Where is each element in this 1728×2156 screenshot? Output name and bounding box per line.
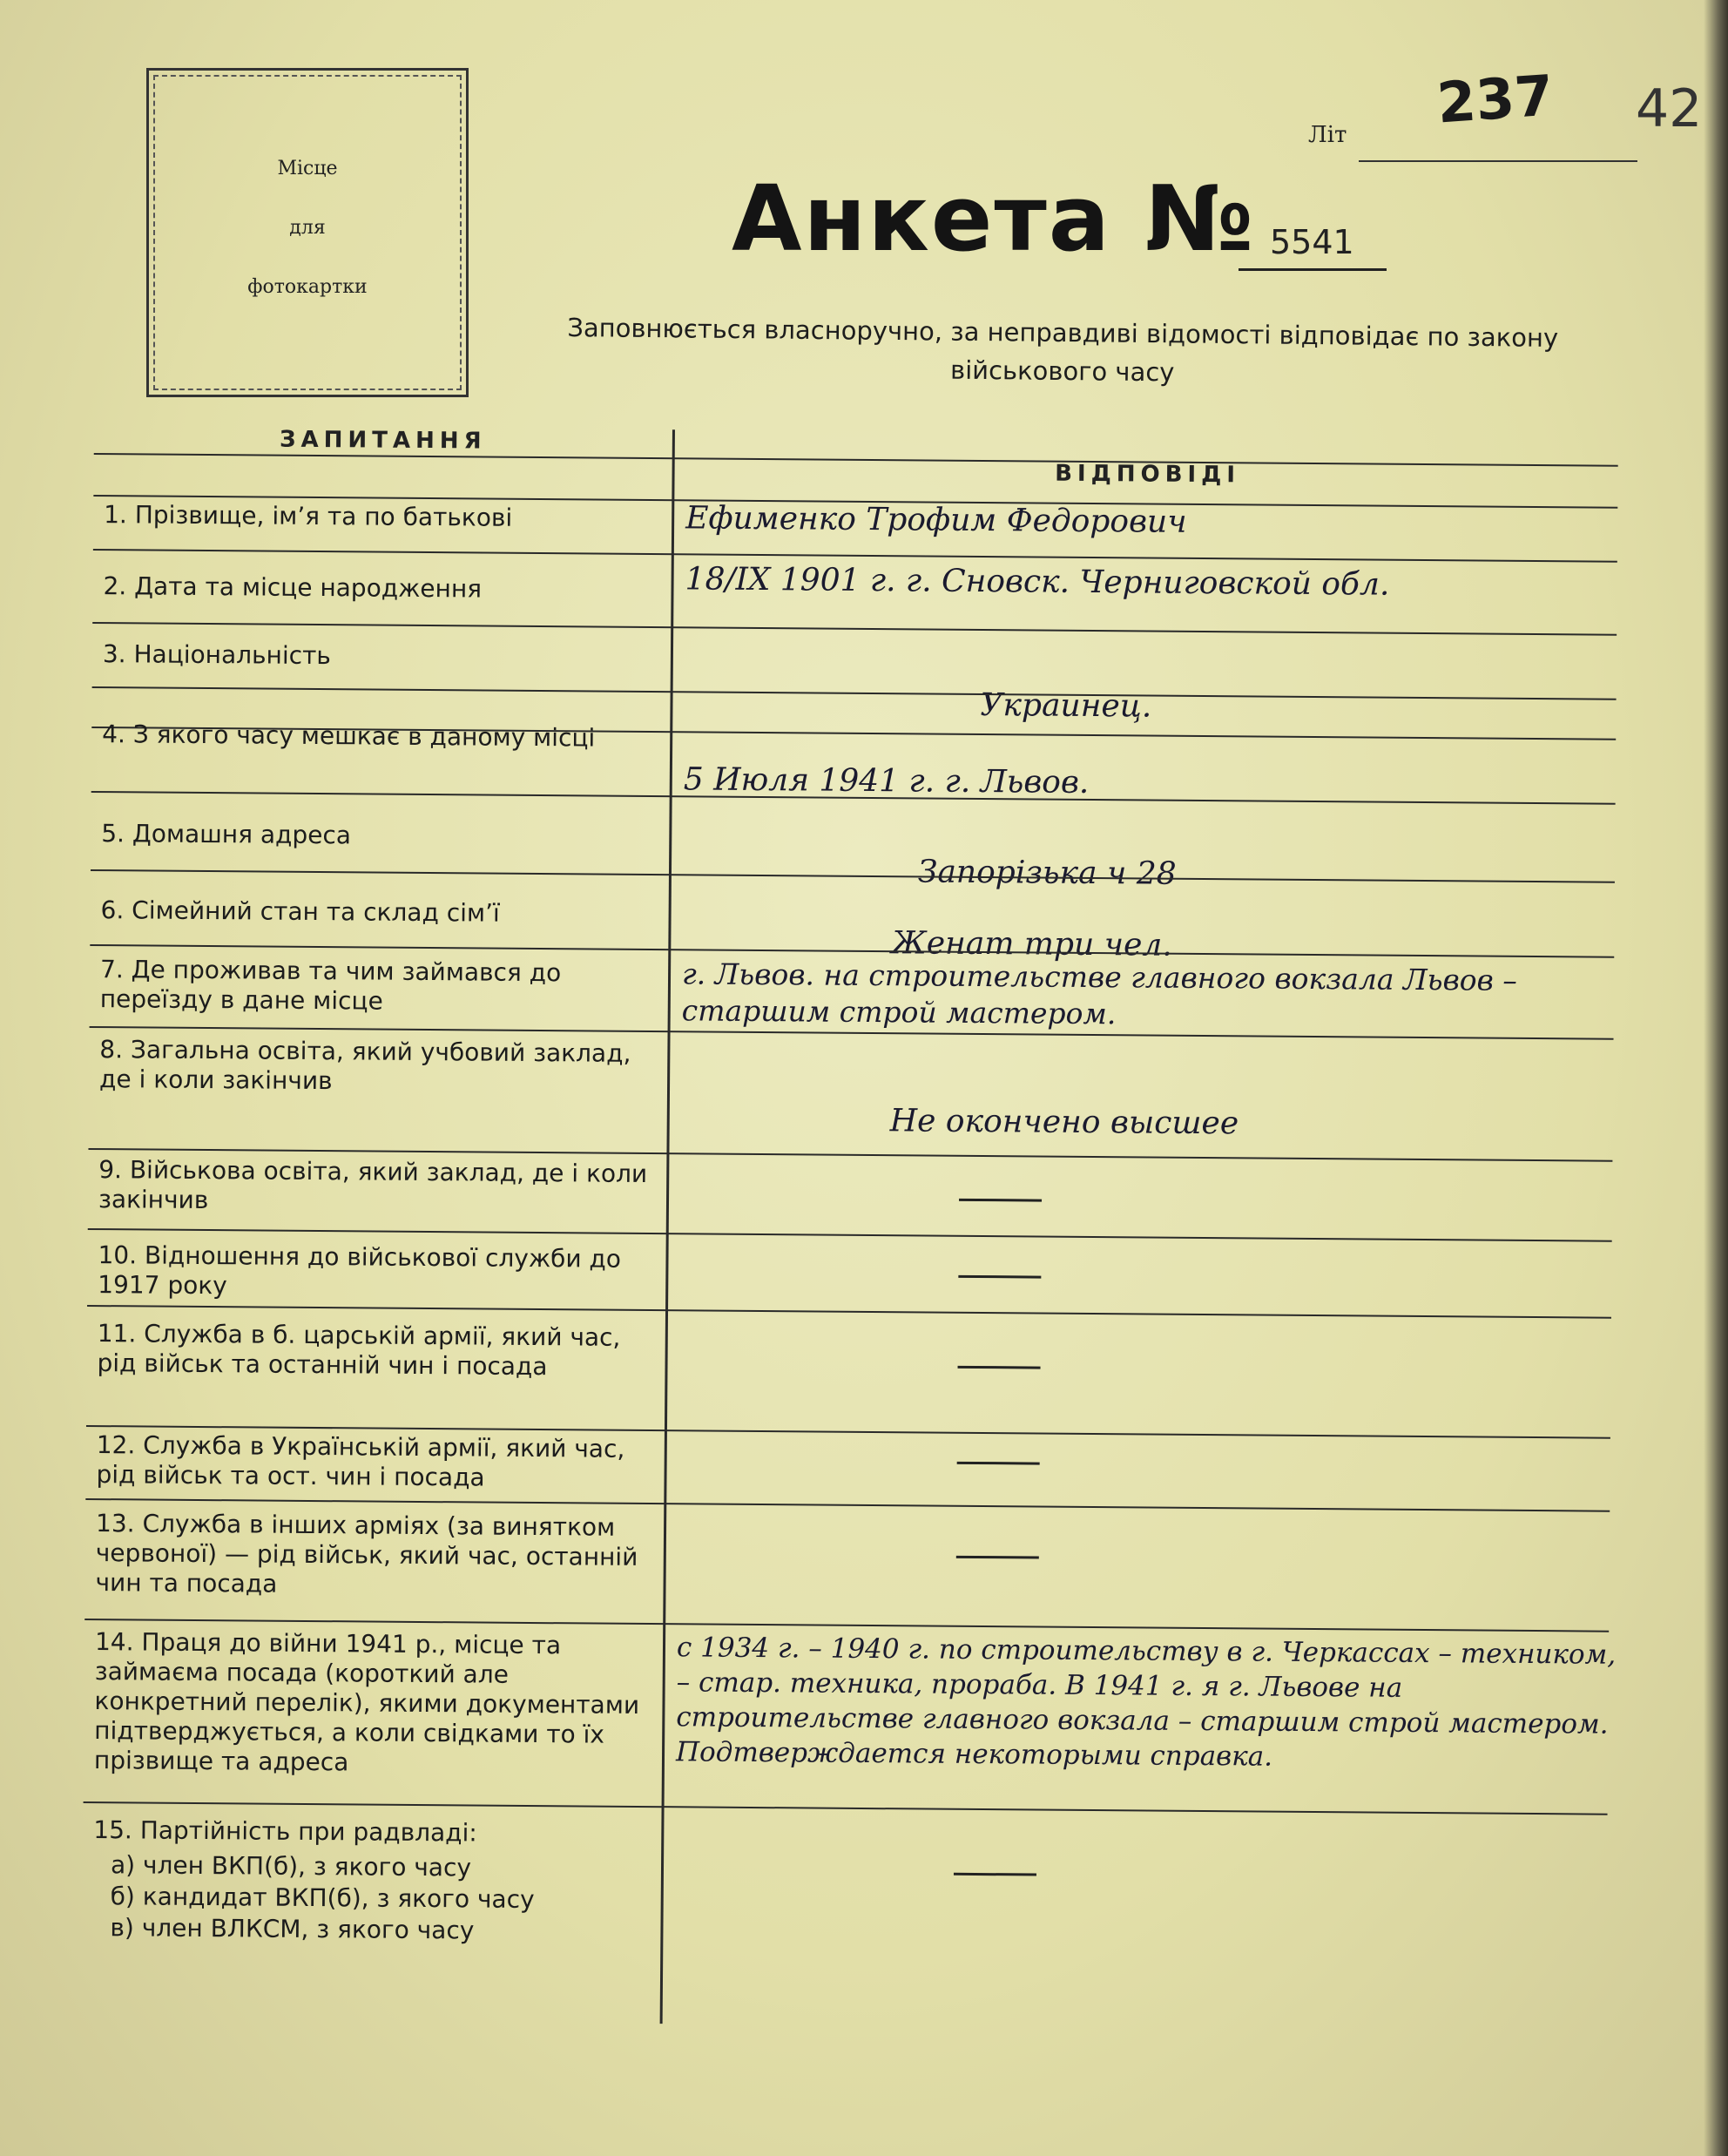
question-5: 5. Домашня адреса xyxy=(101,819,352,850)
row-divider xyxy=(87,1305,1611,1319)
page-number: 42 xyxy=(1636,78,1703,139)
lit-number: 237 xyxy=(1434,64,1556,137)
question-6: 6. Сімейний стан та склад сім’ї xyxy=(100,896,500,928)
photo-label-line3: фотокартки xyxy=(247,276,368,298)
form-subtitle: Заповнюється власноручно, за неправдиві відомості відповідає по закону військового часу xyxy=(567,313,1559,388)
question-1: 1. Прізвище, ім’я та по батькові xyxy=(104,500,513,532)
header-questions: ЗАПИТАННЯ xyxy=(279,426,487,455)
question-15-b: б) кандидат ВКП(б), з якого часу xyxy=(110,1882,535,1915)
answer-9-dash xyxy=(959,1199,1042,1202)
answer-13-dash xyxy=(956,1556,1039,1559)
row-divider xyxy=(88,1228,1612,1242)
answer-7: г. Львов. на строительстве главного вокзала Львов – старшим строй мастером. xyxy=(681,956,1517,1031)
row-divider xyxy=(92,622,1617,636)
question-11: 11. Служба в б. царській армії, який час, рід військ та останній чин і посада xyxy=(97,1319,621,1382)
header-answers: ВІДПОВІДІ xyxy=(1055,460,1241,489)
question-3: 3. Національність xyxy=(102,639,332,671)
question-13: 13. Служба в інших арміях (за винятком червоної) — рід військ, який час, останній чин та посада xyxy=(95,1509,638,1598)
answer-14: с 1934 г. – 1940 г. по строительству в г. Черкассах – техником, – стар. техника, прораба. В 1941 г. я г. Львове на строительстве главного вокзала – старшим строй мастером. Подтверждается некоторыми справка. xyxy=(675,1632,1617,1773)
row-divider xyxy=(84,1801,1608,1815)
question-15-c: в) член ВЛКСМ, з якого часу xyxy=(110,1913,475,1945)
photo-label-line1: Місце xyxy=(277,158,338,179)
page-edge-shadow xyxy=(1704,0,1728,2156)
answer-4: 5 Июля 1941 г. г. Львов. xyxy=(683,761,1090,801)
question-9: 9. Військова освіта, який заклад, де і коли закінчив xyxy=(98,1155,648,1215)
answer-15-dash xyxy=(954,1873,1036,1876)
column-divider xyxy=(660,429,675,2024)
question-12: 12. Служба в Українській армії, який час, рід військ та ост. чин і посада xyxy=(96,1430,625,1492)
question-7: 7. Де проживав та чим займався до переїзду в дане місце xyxy=(99,955,562,1016)
lit-label: Літ xyxy=(1308,122,1347,148)
form-number-underline xyxy=(1239,268,1387,271)
photo-label-line2: для xyxy=(289,217,326,239)
question-4: 4. З якого часу мешкає в даному місці xyxy=(102,720,596,753)
question-2: 2. Дата та місце народження xyxy=(103,571,483,604)
question-15-a: а) член ВКП(б), з якого часу xyxy=(110,1850,472,1882)
answer-11-dash xyxy=(958,1366,1041,1369)
answer-10-dash xyxy=(958,1275,1041,1279)
lit-underline xyxy=(1359,160,1637,162)
questionnaire-table xyxy=(82,425,1618,2031)
answer-5: Запорізька ч 28 xyxy=(917,854,1177,892)
question-10: 10. Відношення до військової служби до 1917 року xyxy=(98,1240,622,1301)
row-divider xyxy=(93,549,1617,563)
answer-1: Ефименко Трофим Федорович xyxy=(685,500,1187,540)
answer-3: Украинец. xyxy=(980,687,1152,725)
question-14: 14. Праця до війни 1941 р., місце та займаєма посада (короткий але конкретний перелік), якими документами підтверджується, а коли свідками то їх прізвище та адреса xyxy=(93,1627,640,1777)
answer-12-dash xyxy=(957,1462,1040,1465)
photo-placeholder-box xyxy=(146,68,469,397)
form-number: 5541 xyxy=(1270,223,1354,261)
question-15: 15. Партійність при радвладі: xyxy=(93,1815,477,1848)
form-title: Анкета № xyxy=(732,166,1256,272)
answer-6: Женат три чел. xyxy=(891,925,1172,963)
question-8: 8. Загальна освіта, який учбовий заклад, де і коли закінчив xyxy=(98,1035,631,1096)
answer-8: Не окончено высшее xyxy=(889,1103,1239,1142)
answer-2: 18/IX 1901 г. г. Сновск. Черниговской обл. xyxy=(685,561,1390,603)
